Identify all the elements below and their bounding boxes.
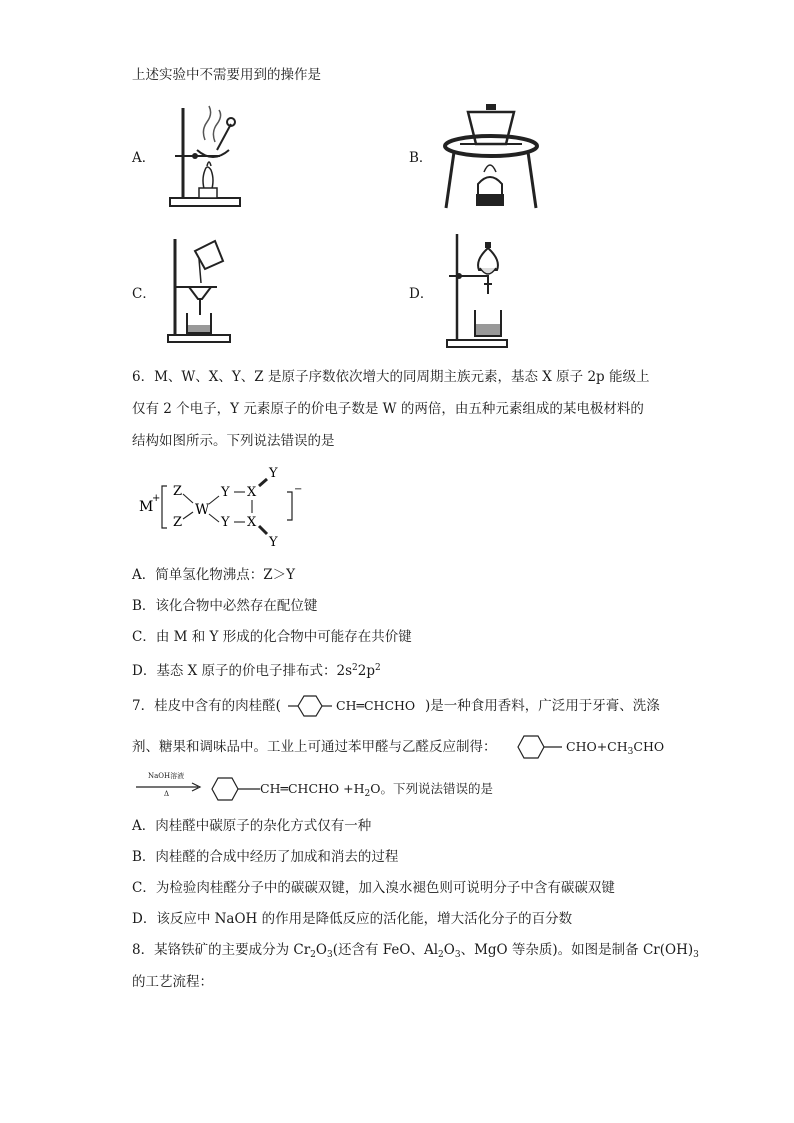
q6-option-a: A．简单氢化物沸点：Z＞Y xyxy=(132,567,296,583)
q7-option-c: C．为检验肉桂醛分子中的碳碳双键，加入溴水褪色则可说明分子中含有碳碳双键 xyxy=(132,880,615,896)
crucible-apparatus-image xyxy=(440,100,540,212)
q7-option-d: D．该反应中 NaOH 的作用是降低反应的活化能，增大活化分子的百分数 xyxy=(132,911,573,927)
atom-y-bottom-outer: Y xyxy=(269,535,278,550)
q7-stem-line1-end: )是一种食用香料，广泛用于牙膏、洗涤 xyxy=(425,698,660,714)
atom-y-bottom: Y xyxy=(221,515,230,530)
option-b-label: B． xyxy=(409,150,433,166)
q7-cinnamaldehyde-group: CH═CHCHO xyxy=(336,698,416,713)
q6-option-d: D．基态 X 原子的价电子排布式：$2s^22p^2$ xyxy=(132,663,381,679)
q6-stem-line2: 仅有 2 个电子，Y 元素原子的价电子数是 W 的两倍，由五种元素组成的某电极材料的 xyxy=(132,401,644,417)
option-a-label: A． xyxy=(132,150,156,166)
q7-option-b: B．肉桂醛的合成中经历了加成和消去的过程 xyxy=(132,849,399,865)
separatory-funnel-apparatus-image xyxy=(445,232,515,350)
evaporation-apparatus-image xyxy=(165,100,245,210)
intro-text: 上述实验中不需要用到的操作是 xyxy=(132,67,321,83)
m-charge: + xyxy=(152,493,161,504)
q7-stem-line1-start: 7．桂皮中含有的肉桂醛( xyxy=(132,698,281,714)
q7-option-a: A．肉桂醛中碳原子的杂化方式仅有一种 xyxy=(132,818,372,834)
q6-option-c: C．由 M 和 Y 形成的化合物中可能存在共价键 xyxy=(132,629,412,645)
reaction-condition-bottom: Δ xyxy=(164,790,170,798)
atom-x-top: X xyxy=(247,485,257,500)
q8-stem-line2: 的工艺流程： xyxy=(132,974,213,990)
option-c-label: C． xyxy=(132,286,156,302)
benzene-ring-icon xyxy=(288,694,332,718)
q6-stem-line1: 6．M、W、X、Y、Z 是原子序数依次增大的同周期主族元素，基态 X 原子 2p 能级上 xyxy=(132,369,650,385)
atom-y-top: Y xyxy=(221,485,230,500)
filtration-apparatus-image xyxy=(165,235,245,345)
atom-x-bottom: X xyxy=(247,515,257,530)
q7-products: CH═CHCHO $+H_2O$。下列说法错误的是 xyxy=(260,781,494,799)
benzene-ring-icon xyxy=(206,776,260,802)
complex-charge: − xyxy=(294,484,303,495)
benzene-ring-icon xyxy=(512,734,562,760)
q6-structure-diagram xyxy=(135,462,315,548)
q8-stem-line1: 8．某铬铁矿的主要成分为 $Cr_2O_3$(还含有 FeO、$Al_2O_3$、MgO 等杂质)。如图是制备 $Cr(OH)_3$ xyxy=(132,942,699,960)
atom-m: M xyxy=(139,499,154,515)
q6-option-b: B．该化合物中必然存在配位键 xyxy=(132,598,318,614)
option-d-label: D． xyxy=(409,286,434,302)
reaction-condition-top: NaOH溶液 xyxy=(148,772,185,780)
q6-stem-line3: 结构如图所示。下列说法错误的是 xyxy=(132,433,335,449)
atom-y-top-outer: Y xyxy=(269,466,278,481)
q7-reactants: $CHO+CH_3CHO$ xyxy=(566,739,665,757)
q7-stem-line2: 剂、糖果和调味品中。工业上可通过苯甲醛与乙醛反应制得： xyxy=(132,739,497,755)
atom-z-top: Z xyxy=(173,484,183,499)
atom-w: W xyxy=(195,502,210,518)
atom-z-bottom: Z xyxy=(173,515,183,530)
